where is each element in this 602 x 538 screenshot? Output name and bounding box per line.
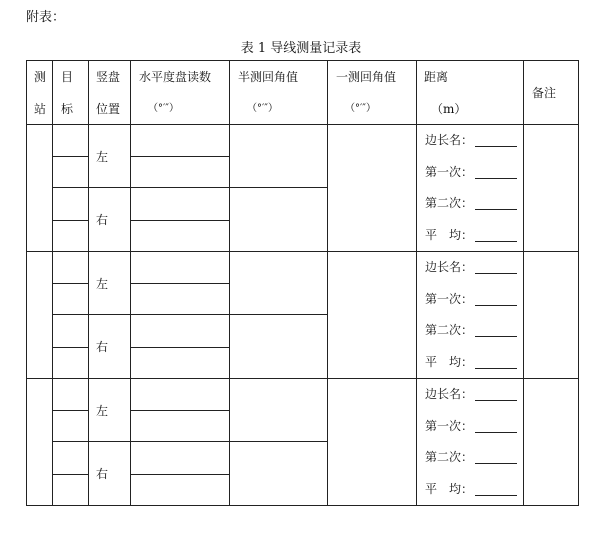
target-cell[interactable] [53, 474, 89, 506]
target-cell[interactable] [53, 442, 89, 475]
target-cell[interactable] [53, 156, 89, 188]
one-round-angle-cell[interactable] [328, 379, 417, 506]
header-row [27, 61, 579, 125]
distance-fill-blank[interactable] [475, 229, 517, 242]
header-target: 目 标 [53, 61, 89, 125]
table-caption [0, 37, 602, 56]
half-round-angle-cell[interactable] [230, 315, 328, 379]
one-round-angle-cell[interactable] [328, 252, 417, 379]
distance-line-label: 平 均： [425, 354, 474, 369]
horizontal-reading-cell[interactable] [131, 283, 230, 315]
distance-fill-blank[interactable] [475, 197, 517, 210]
target-cell[interactable] [53, 220, 89, 252]
appendix-label: 附表： [26, 10, 66, 25]
header-half-round-angle: 半测回角值 （°′″） [230, 61, 328, 125]
half-round-angle-cell[interactable] [230, 379, 328, 442]
distance-line [417, 442, 523, 474]
header-remarks: 备注 [524, 61, 579, 125]
target-cell[interactable] [53, 379, 89, 411]
header-station: 测 站 [27, 61, 53, 125]
table-number: 表 1 [240, 41, 267, 56]
face-right-label: 右 [96, 213, 109, 227]
horizontal-reading-cell[interactable] [131, 379, 230, 411]
distance-cell [417, 125, 524, 252]
distance-line [417, 220, 523, 252]
target-cell[interactable] [53, 125, 89, 157]
horizontal-reading-cell[interactable] [131, 347, 230, 379]
face-right-cell [89, 315, 131, 379]
station-cell[interactable] [27, 252, 53, 379]
face-left-cell [89, 125, 131, 188]
distance-fill-blank[interactable] [475, 356, 517, 369]
table-title: 导线测量记录表 [270, 41, 362, 56]
table-row [27, 379, 579, 411]
target-cell[interactable] [53, 347, 89, 379]
distance-line-label: 边长名： [425, 260, 474, 274]
distance-line-label: 第二次： [425, 196, 474, 210]
distance-line-label: 边长名： [425, 133, 474, 147]
target-cell[interactable] [53, 315, 89, 348]
half-round-angle-cell[interactable] [230, 125, 328, 188]
horizontal-reading-cell[interactable] [131, 188, 230, 221]
horizontal-reading-cell[interactable] [131, 315, 230, 348]
distance-line [417, 284, 523, 316]
table-row [27, 252, 579, 284]
one-round-angle-cell[interactable] [328, 125, 417, 252]
face-right-label: 右 [96, 340, 109, 354]
target-cell[interactable] [53, 188, 89, 221]
horizontal-reading-cell[interactable] [131, 410, 230, 442]
distance-line [417, 474, 523, 506]
header-distance: 距离 （m） [417, 61, 524, 125]
distance-line-label: 第二次： [425, 323, 474, 337]
face-left-cell [89, 379, 131, 442]
distance-cell [417, 252, 524, 379]
target-cell[interactable] [53, 410, 89, 442]
horizontal-reading-cell[interactable] [131, 442, 230, 475]
face-left-label: 左 [96, 149, 109, 164]
face-left-cell [89, 252, 131, 315]
distance-line [417, 379, 523, 411]
face-right-label: 右 [96, 467, 109, 481]
distance-fill-blank[interactable] [475, 451, 517, 464]
distance-line-label: 第一次： [425, 291, 474, 306]
face-right-cell [89, 442, 131, 506]
traverse-record-table [26, 60, 579, 506]
distance-fill-blank[interactable] [475, 293, 517, 306]
face-left-label: 左 [96, 403, 109, 418]
header-vertical-circle: 竖盘 位置 [89, 61, 131, 125]
distance-line [417, 157, 523, 189]
distance-fill-blank[interactable] [475, 324, 517, 337]
station-cell[interactable] [27, 125, 53, 252]
horizontal-reading-cell[interactable] [131, 220, 230, 252]
horizontal-reading-cell[interactable] [131, 125, 230, 157]
face-right-cell [89, 188, 131, 252]
distance-fill-blank[interactable] [475, 166, 517, 179]
half-round-angle-cell[interactable] [230, 252, 328, 315]
distance-fill-blank[interactable] [475, 420, 517, 433]
header-one-round-angle: 一测回角值 （°′″） [328, 61, 417, 125]
distance-line [417, 125, 523, 157]
horizontal-reading-cell[interactable] [131, 156, 230, 188]
distance-fill-blank[interactable] [475, 134, 517, 147]
distance-line-label: 平 均： [425, 227, 474, 242]
table-body [27, 125, 579, 506]
distance-line [417, 411, 523, 443]
distance-fill-blank[interactable] [475, 388, 517, 401]
target-cell[interactable] [53, 283, 89, 315]
table-row [27, 125, 579, 157]
horizontal-reading-cell[interactable] [131, 252, 230, 284]
distance-line-label: 边长名： [425, 387, 474, 401]
distance-line-label: 平 均： [425, 481, 474, 496]
remarks-cell[interactable] [524, 379, 579, 506]
target-cell[interactable] [53, 252, 89, 284]
distance-line-label: 第二次： [425, 450, 474, 464]
distance-line [417, 188, 523, 220]
horizontal-reading-cell[interactable] [131, 474, 230, 506]
distance-line [417, 315, 523, 347]
distance-fill-blank[interactable] [475, 483, 517, 496]
distance-cell [417, 379, 524, 506]
remarks-cell[interactable] [524, 125, 579, 252]
distance-line [417, 347, 523, 379]
distance-line-label: 第一次： [425, 418, 474, 433]
half-round-angle-cell[interactable] [230, 442, 328, 506]
distance-line-label: 第一次： [425, 164, 474, 179]
remarks-cell[interactable] [524, 252, 579, 379]
header-horizontal-reading: 水平度盘读数 （°′″） [131, 61, 230, 125]
distance-line [417, 252, 523, 284]
station-cell[interactable] [27, 379, 53, 506]
half-round-angle-cell[interactable] [230, 188, 328, 252]
distance-fill-blank[interactable] [475, 261, 517, 274]
face-left-label: 左 [96, 276, 109, 291]
